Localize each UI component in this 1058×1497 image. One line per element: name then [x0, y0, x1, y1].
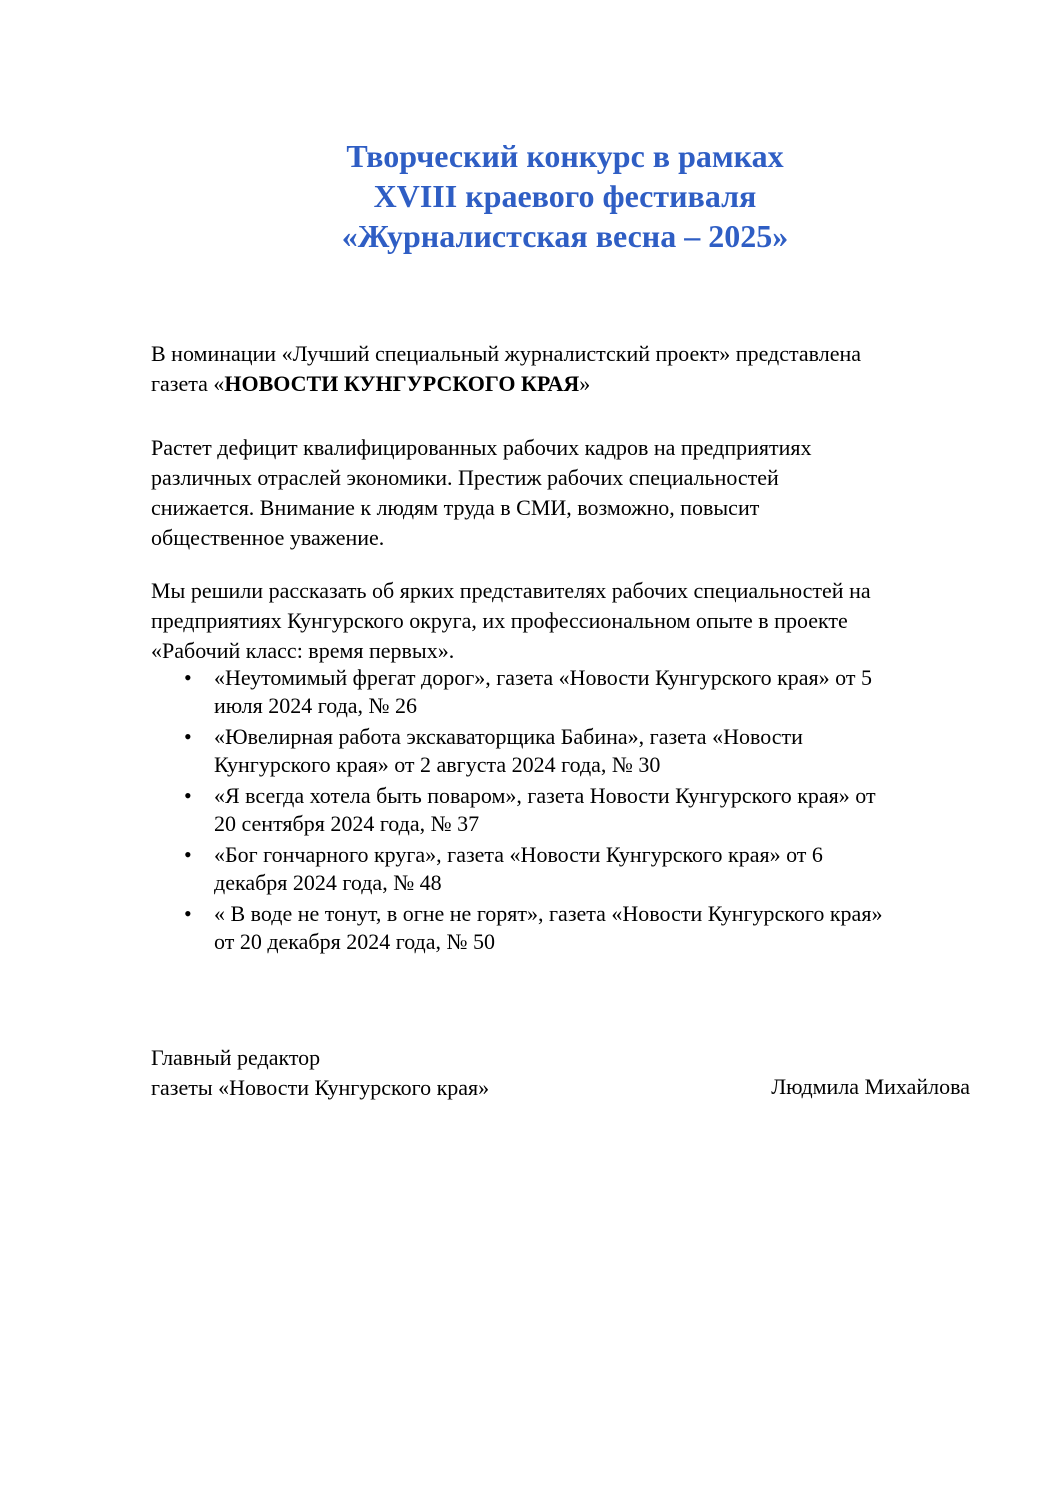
bullet-icon: •: [184, 665, 192, 690]
title-line-1: Творческий конкурс в рамках: [346, 138, 784, 174]
nomination-line-2: [151, 369, 981, 399]
article-3-line-1: «Я всегда хотела быть поваром», газета Новости Кунгурского края» от: [214, 783, 876, 808]
paragraph-1-line-1: Растет дефицит квалифицированных рабочих кадров на предприятиях: [151, 435, 812, 460]
paragraph-2-line-1: Мы решили рассказать об ярких представителях рабочих специальностей на: [151, 578, 871, 603]
paragraph-1-line-2: различных отраслей экономики. Престиж рабочих специальностей: [151, 465, 779, 490]
article-3-line-2: 20 сентября 2024 года, № 37: [214, 811, 480, 836]
nomination-suffix: »: [579, 371, 591, 396]
article-4-line-2: декабря 2024 года, № 48: [214, 870, 442, 895]
title-line-2: XVIII краевого фестиваля: [373, 178, 757, 214]
paragraph-2-line-3: «Рабочий класс: время первых».: [151, 638, 455, 663]
bullet-icon: •: [184, 783, 192, 808]
article-1-line-2: июля 2024 года, № 26: [214, 693, 418, 718]
article-4-line-1: «Бог гончарного круга», газета «Новости Кунгурского края» от 6: [214, 842, 823, 867]
paragraph-1-line-3: снижается. Внимание к людям труда в СМИ, возможно, повысит: [151, 495, 760, 520]
article-5-line-2: от 20 декабря 2024 года, № 50: [214, 929, 496, 954]
nomination-line-1: В номинации «Лучший специальный журналистский проект» представлена: [151, 341, 862, 366]
document-title: [0, 136, 1058, 256]
signature-position-line-1: Главный редактор: [151, 1045, 321, 1070]
signature-name: Людмила Михайлова: [771, 1074, 970, 1099]
list-item: [151, 664, 991, 720]
paragraph-1: [151, 433, 981, 553]
article-2-line-2: Кунгурского края» от 2 августа 2024 года, № 30: [214, 752, 661, 777]
newspaper-name: НОВОСТИ КУНГУРСКОГО КРАЯ: [224, 371, 580, 396]
paragraph-2: [151, 576, 981, 666]
signature-position-line-2: газеты «Новости Кунгурского края»: [151, 1075, 490, 1100]
list-item: [151, 782, 991, 838]
list-item: [151, 841, 991, 897]
bullet-icon: •: [184, 901, 192, 926]
bullet-icon: •: [184, 842, 192, 867]
paragraph-2-line-2: предприятиях Кунгурского округа, их профессиональном опыте в проекте: [151, 608, 848, 633]
article-1-line-1: «Неутомимый фрегат дорог», газета «Новости Кунгурского края» от 5: [214, 665, 872, 690]
list-item: [151, 900, 991, 956]
paragraph-1-line-4: общественное уважение.: [151, 525, 385, 550]
articles-list: [151, 664, 991, 959]
article-2-line-1: «Ювелирная работа экскаваторщика Бабина», газета «Новости: [214, 724, 803, 749]
list-item: [151, 723, 991, 779]
bullet-icon: •: [184, 724, 192, 749]
article-5-line-1: « В воде не тонут, в огне не горят», газета «Новости Кунгурского края»: [214, 901, 883, 926]
nomination-prefix: газета «: [151, 371, 225, 396]
title-line-3: «Журналистская весна – 2025»: [341, 218, 789, 254]
nomination-paragraph: [151, 339, 981, 399]
